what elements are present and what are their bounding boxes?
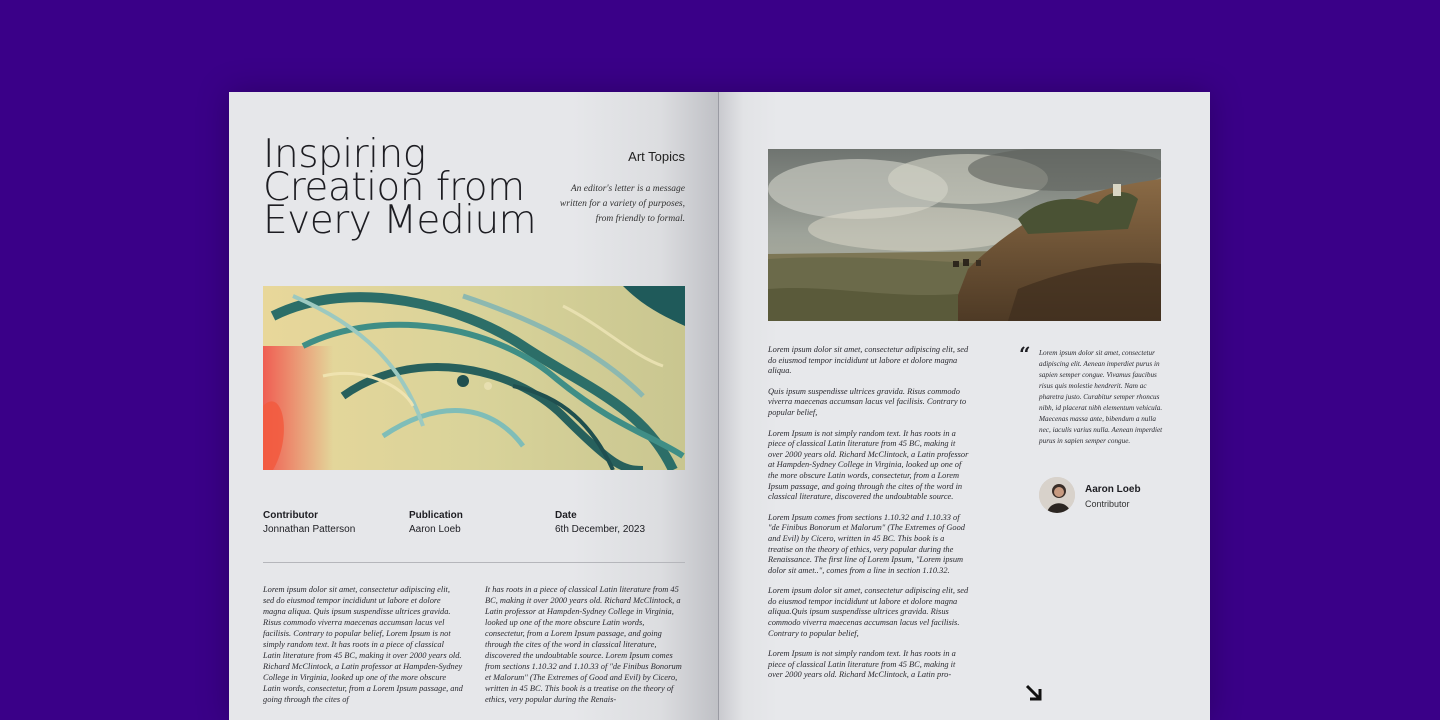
- contributor-meta: [263, 509, 355, 537]
- right-page: [719, 92, 1210, 720]
- author-role: Contributor: [1085, 499, 1130, 509]
- left-page: [229, 92, 719, 720]
- contributor-value: Jonnathan Patterson: [263, 524, 356, 535]
- avatar: [1039, 477, 1075, 513]
- date-meta: [555, 509, 645, 537]
- date-value: 6th December, 2023: [555, 524, 646, 535]
- publication-label: Publication: [409, 510, 463, 521]
- paragraph: Lorem ipsum dolor sit amet, consectetur adipiscing elit, sed do eiusmod tempor incididunt ut labore et dolore magna aliqua.: [768, 345, 969, 376]
- quote-mark-icon: “: [1019, 342, 1031, 366]
- page-title: [263, 132, 553, 243]
- article-text-column: [768, 345, 970, 691]
- divider: [263, 562, 685, 563]
- paragraph: Lorem Ipsum comes from sections 1.10.32 and 1.10.33 of "de Finibus Bonorum et Malorum" (The Extremes of Good and Evil) by Cicero, written in 45 BC. This book is a treatise on the theory of ethics, very popular during the Renaissance. The first line of Lorem Ipsum, "Lorem ipsum dolor sit amet..", comes from a line in section 1.10.32.: [768, 512, 965, 575]
- date-label: Date: [555, 510, 577, 521]
- publication-value: Aaron Loeb: [409, 524, 461, 535]
- paragraph: Quis ipsum suspendisse ultrices gravida. Risus commodo viverra maecenas accumsan lacus vel facilisis. Contrary to popular belief,: [768, 386, 967, 417]
- arrow-down-right-icon[interactable]: [1023, 682, 1045, 704]
- magazine-spread: [229, 92, 1210, 720]
- paragraph: Lorem Ipsum is not simply random text. It has roots in a piece of classical Latin literature from 45 BC, making it over 2000 years old. Richard McClintock, a Latin pro-: [768, 649, 956, 680]
- author-name: Aaron Loeb: [1085, 484, 1141, 495]
- marbled-art-image: [263, 286, 685, 470]
- body-column-2: It has roots in a piece of classical Latin literature from 45 BC, making it over 2000 years old. Richard McClintock, a Latin professor at Hampden-Sydney College in Virginia, looked up one of the more obscure Latin words, consectetur, from a Lorem Ipsum passage, and going through the cites of the word in classical literature, discovered the undoubtable source. Lorem Ipsum comes from sections 1.10.32 and 1.10.33 of "de Finibus Bonorum et Malorum" (The Extremes of Good and Evil) by Cicero, written in 45 BC. This book is a treatise on the theory of ethics, very popular during the Renais-: [485, 585, 682, 704]
- topic-description: An editor's letter is a message written for a variety of purposes, from friendly to formal.: [559, 184, 685, 224]
- paragraph: Lorem ipsum dolor sit amet, consectetur adipiscing elit, sed do eiusmod tempor incididunt ut labore et dolore magna aliqua.Quis ipsum suspendisse ultrices gravida. Risus commodo viverra maecenas accumsan lacus vel facilisis. Contrary to popular belief,: [768, 586, 969, 638]
- title-line: Creation from: [263, 165, 525, 210]
- title-line: Every Medium: [263, 198, 537, 243]
- topic-label: Art Topics: [628, 149, 685, 164]
- title-line: Inspiring: [263, 132, 426, 177]
- body-column-1: Lorem ipsum dolor sit amet, consectetur adipiscing elit, sed do eiusmod tempor incididunt ut labore et dolore magna aliqua. Quis ipsum suspendisse ultrices gravida. Risus commodo viverra maecenas accumsan lacus vel facilisis. Contrary to popular belief, Lorem Ipsum is not simply random text. It has roots in a piece of classical Latin literature from 45 BC, making it over 2000 years old. Richard McClintock, a Latin professor at Hampden-Sydney College in Virginia, looked up one of the more obscure Latin words, consectetur, from a Lorem Ipsum passage, and going through the cites of: [263, 585, 463, 704]
- landscape-painting-image: [768, 149, 1161, 321]
- contributor-label: Contributor: [263, 510, 318, 521]
- publication-meta: [409, 509, 463, 537]
- pull-quote: Lorem ipsum dolor sit amet, consectetur adipiscing elit. Aenean imperdiet purus in sapien semper congue. Vivamus faucibus risus quis molestie hendrerit. Nam ac pharetra justo. Curabitur semper rhoncus nibh, id placerat nibh elementum vehicula. Maecenas massa ante, bibendum a nulla nec, iaculis varius nulla. Aenean imperdiet purus in sapien semper congue.: [1039, 349, 1163, 445]
- paragraph: Lorem Ipsum is not simply random text. It has roots in a piece of classical Latin literature from 45 BC, making it over 2000 years old. Richard McClintock, a Latin professor at Hampden-Sydney College in Virginia, looked up one of the more obscure Latin words, consectetur, from a Lorem Ipsum passage, and going through the cites of the word in classical literature, discovered the undoubtable source.: [768, 428, 969, 502]
